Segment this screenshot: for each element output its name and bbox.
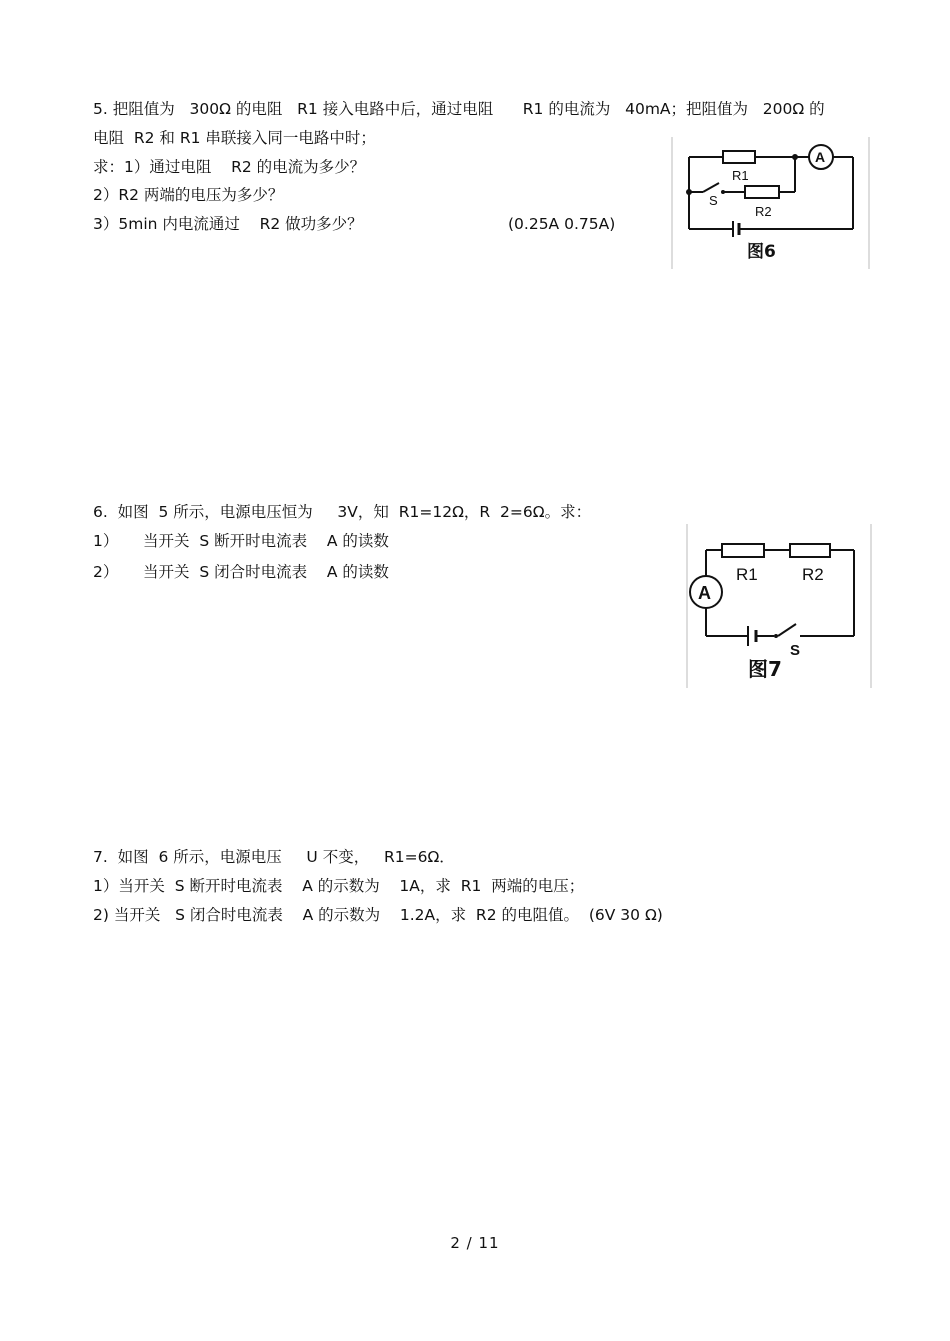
q5-line-1: 5. 把阻值为 300Ω 的电阻 R1 接入电路中后，通过电阻 R1 的电流为 40mA；把阻值为 200Ω 的 [93, 100, 825, 118]
fig7-caption: 图7 [748, 657, 782, 681]
q7-line-2: 1）当开关 S 断开时电流表 A 的示数为 1A，求 R1 两端的电压； [93, 877, 585, 895]
q7-line-1: 7. 如图 6 所示，电源电压 U 不变， R1=6Ω． [93, 848, 455, 866]
circuit-figure-7 [686, 524, 876, 688]
q5-line-2: 电阻 R2 和 R1 串联接入同一电路中时； [93, 129, 376, 147]
circuit-figure-6 [671, 137, 871, 269]
q6-line-2: 1） 当开关 S 断开时电流表 A 的读数 [93, 532, 389, 550]
q6-line-3: 2） 当开关 S 闭合时电流表 A 的读数 [93, 563, 389, 581]
q5-answer: (0.25A 0.75A) [508, 215, 616, 233]
fig7-switch-label: S [790, 642, 801, 659]
q5-line-5: 3）5min 内电流通过 R2 做功多少？ [93, 215, 363, 233]
fig6-caption: 图6 [747, 242, 776, 262]
q7-line-3: 2) 当开关 S 闭合时电流表 A 的示数为 1.2A，求 R2 的电阻值。 (6V 30 Ω) [93, 906, 663, 924]
q5-line-3: 求：1）通过电阻 R2 的电流为多少？ [93, 158, 366, 176]
q5-line-4: 2）R2 两端的电压为多少？ [93, 186, 284, 204]
resistor-r1 [723, 151, 755, 163]
page-number: 2 / 11 [450, 1234, 500, 1252]
resistor-r1 [722, 544, 764, 557]
resistor-r2 [745, 186, 779, 198]
fig6-ammeter-label: A [815, 149, 826, 165]
fig7-r1-label: R1 [736, 565, 758, 584]
fig6-r2-label: R2 [755, 204, 772, 219]
fig7-r2-label: R2 [802, 565, 824, 584]
resistor-r2 [790, 544, 830, 557]
q6-line-1: 6. 如图 5 所示，电源电压恒为 3V，知 R1=12Ω，R 2=6Ω。求： [93, 503, 592, 521]
fig6-switch-label: S [709, 193, 718, 208]
fig6-r1-label: R1 [732, 168, 749, 183]
fig7-ammeter-label: A [698, 583, 711, 603]
